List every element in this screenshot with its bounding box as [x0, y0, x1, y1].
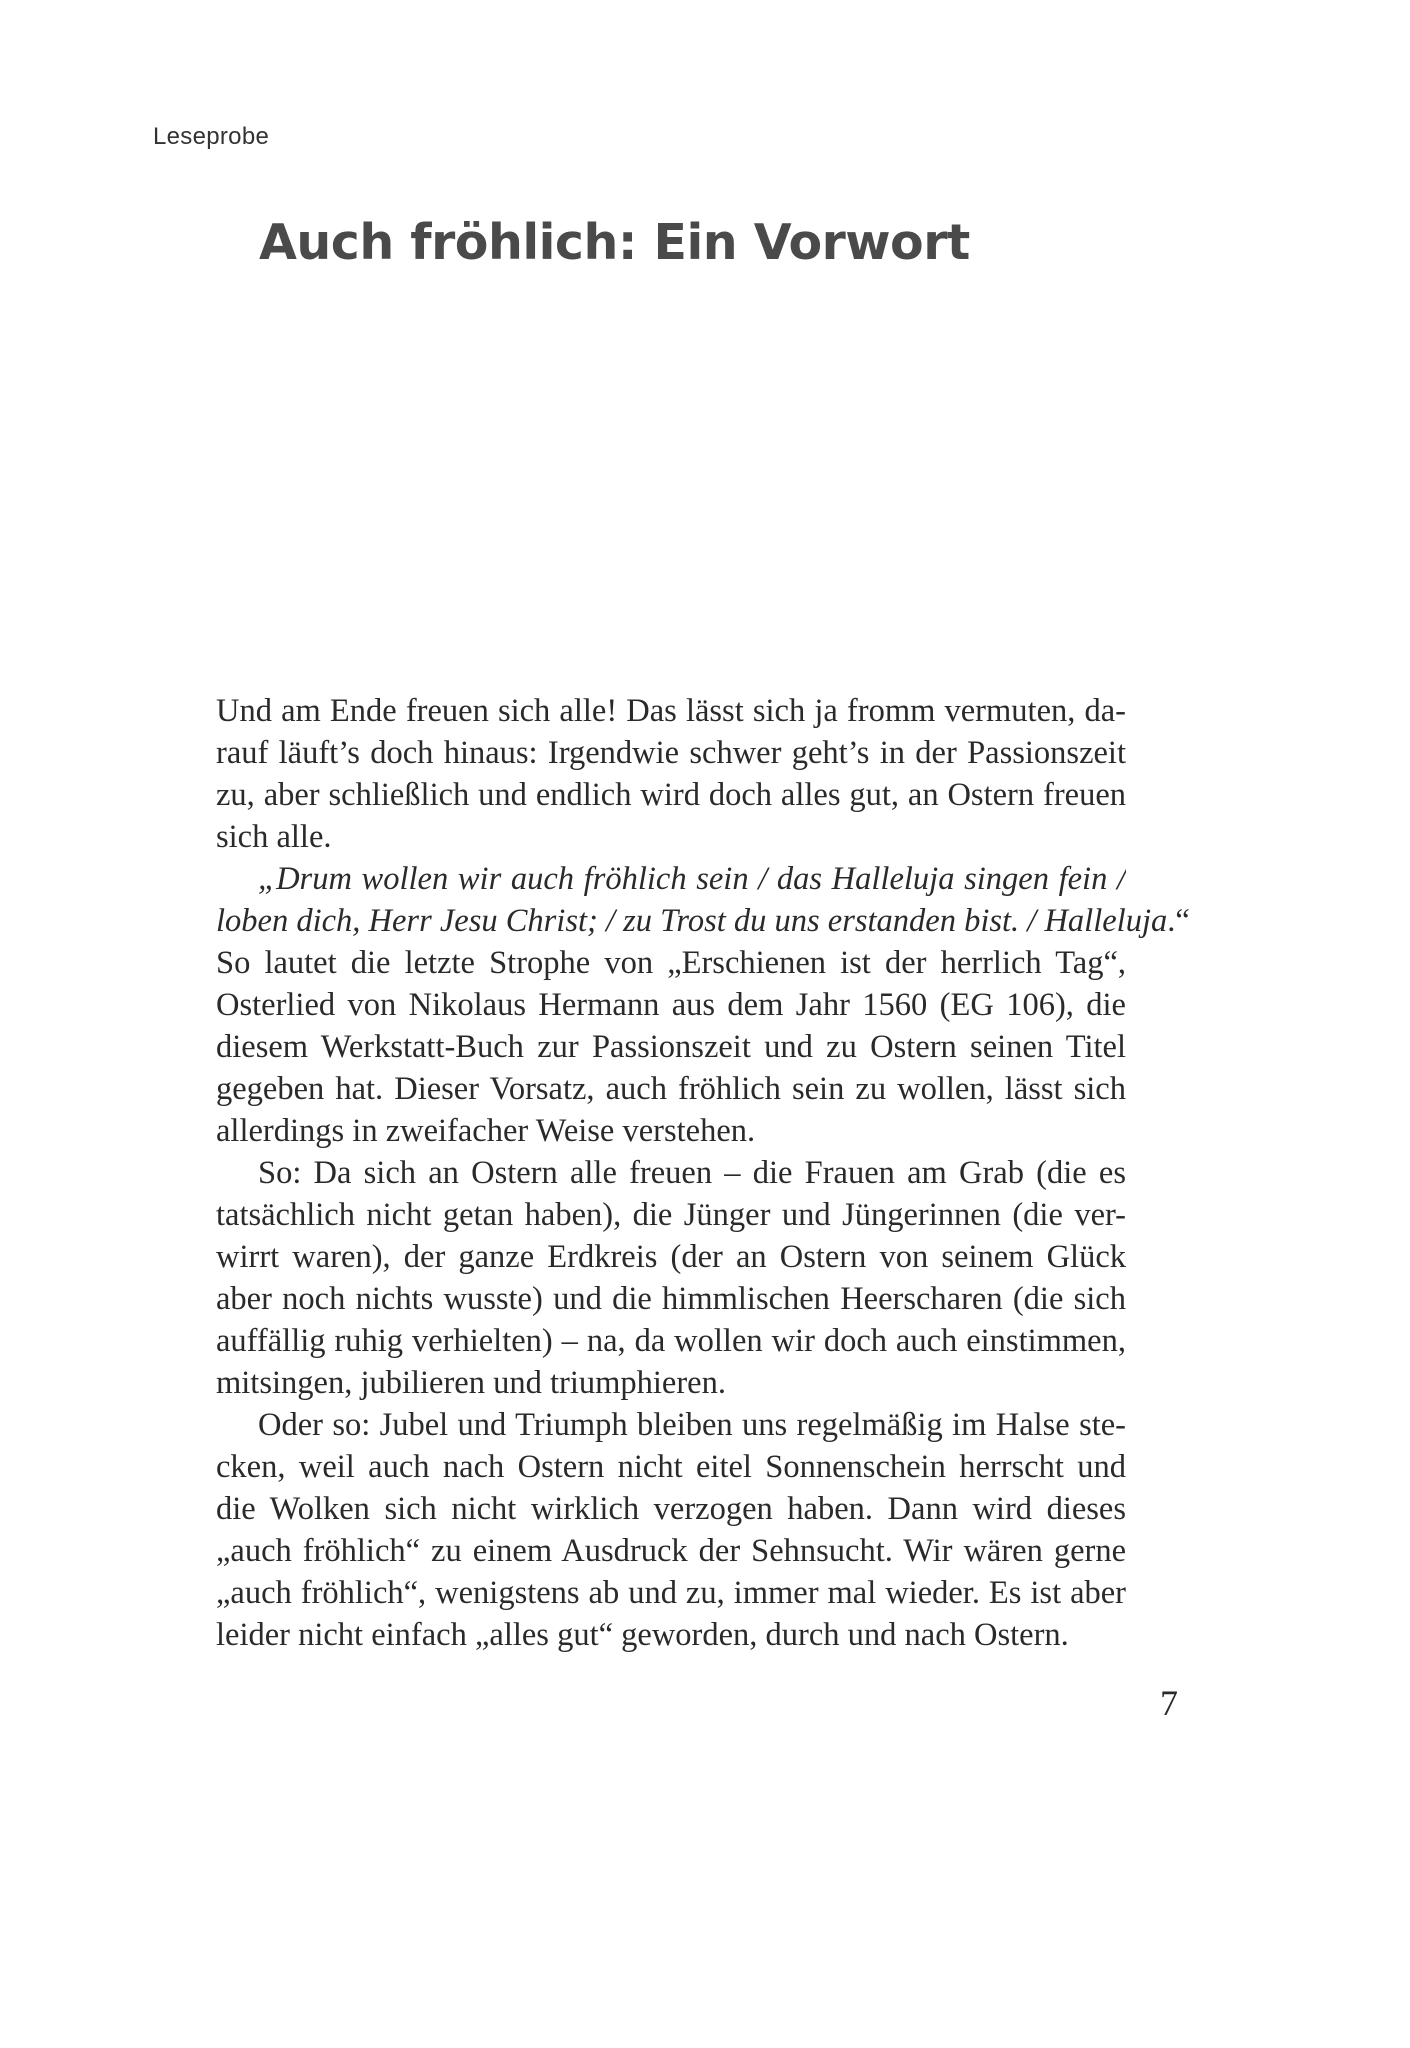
text-line: „auch fröhlich“ zu einem Ausdruck der Sehnsucht. Wir wären gerne [216, 1533, 1126, 1569]
quote-line [216, 858, 1126, 900]
quote-text: loben dich, Herr Jesu Christ; / zu Trost du uns erstanden bist. / Halleluja [216, 903, 1168, 939]
text-line: allerdings in zweifacher Weise verstehen. [216, 1113, 756, 1149]
text-line: sich alle. [216, 819, 332, 855]
text-line: So lautet die letzte Strophe von „Erschienen ist der herrlich Tag“, [216, 945, 1126, 981]
text-line: leider nicht einfach „alles gut“ geworden, durch und nach Ostern. [216, 1617, 1069, 1653]
body-text [216, 690, 1190, 1656]
text-line: tatsächlich nicht getan haben), die Jünger und Jüngerinnen (die ver- [216, 1197, 1126, 1233]
page-number: 7 [1160, 1683, 1178, 1723]
text-line: rauf läuft’s doch hinaus: Irgendwie schwer geht’s in der Passionszeit [216, 735, 1126, 771]
quote-text: „Drum wollen wir auch fröhlich sein / das Halleluja singen fein / [258, 861, 1126, 897]
text-line: gegeben hat. Dieser Vorsatz, auch fröhlich sein zu wollen, lässt sich [216, 1071, 1126, 1107]
chapter-title: Auch fröhlich: Ein Vorwort [259, 214, 970, 271]
text-line: So: Da sich an Ostern alle freuen – die Frauen am Grab (die es [258, 1155, 1126, 1191]
text-line: die Wolken sich nicht wirklich verzogen haben. Dann wird dieses [216, 1491, 1126, 1527]
text-line: Und am Ende freuen sich alle! Das lässt sich ja fromm vermuten, da- [216, 693, 1126, 729]
text-line: aber noch nichts wusste) und die himmlischen Heerscharen (die sich [216, 1281, 1126, 1317]
text-line: mitsingen, jubilieren und triumphieren. [216, 1365, 726, 1401]
text-line: auffällig ruhig verhielten) – na, da wollen wir doch auch einstimmen, [216, 1323, 1126, 1359]
text-line: wirrt waren), der ganze Erdkreis (der an Ostern von seinem Glück [216, 1239, 1126, 1275]
text-line: „auch fröhlich“, wenigstens ab und zu, immer mal wieder. Es ist aber [216, 1575, 1126, 1611]
text-line: diesem Werkstatt-Buch zur Passionszeit und zu Ostern seinen Titel [216, 1029, 1126, 1065]
text-line: Osterlied von Nikolaus Hermann aus dem Jahr 1560 (EG 106), die [216, 987, 1126, 1023]
quote-line [216, 900, 1190, 942]
quote-closing: .“ [1167, 903, 1190, 939]
text-line: zu, aber schließlich und endlich wird doch alles gut, an Ostern freuen [216, 777, 1126, 813]
header-label: Leseprobe [153, 123, 270, 150]
text-line: Oder so: Jubel und Triumph bleiben uns regelmäßig im Halse ste- [258, 1407, 1126, 1443]
text-line: cken, weil auch nach Ostern nicht eitel Sonnenschein herrscht und [216, 1449, 1126, 1485]
